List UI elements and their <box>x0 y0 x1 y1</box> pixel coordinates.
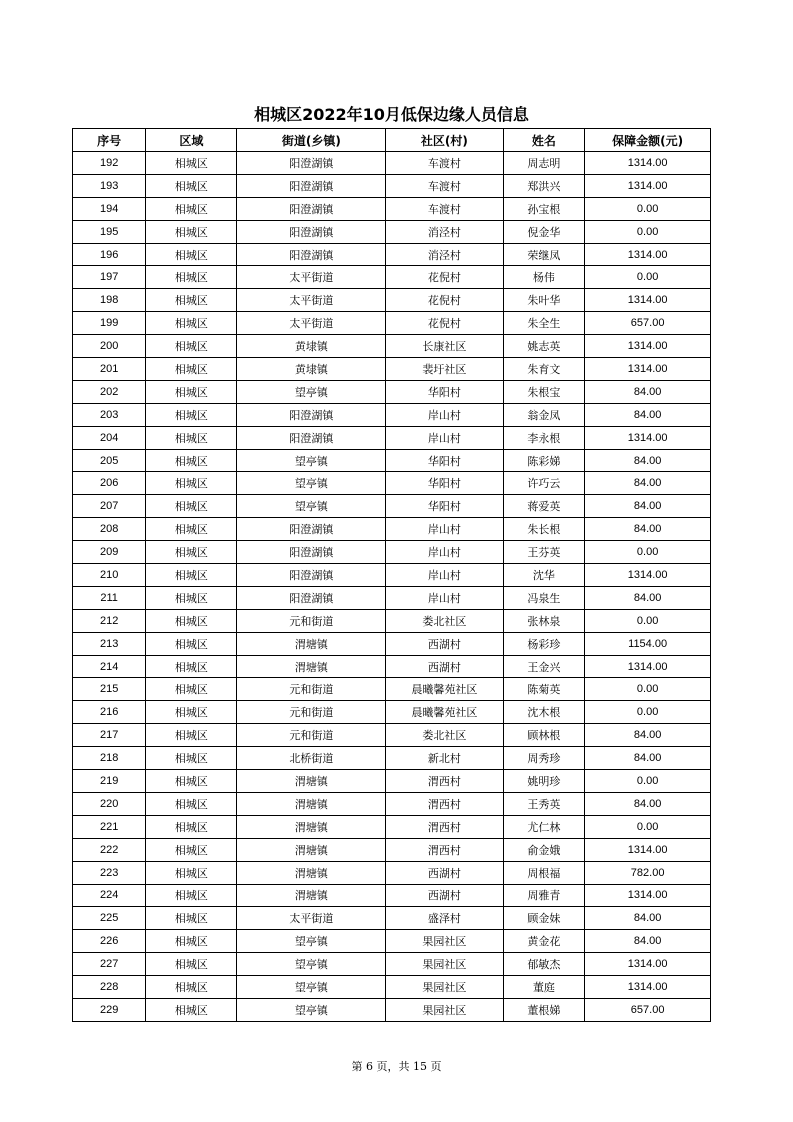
cell-district: 相城区 <box>146 564 237 587</box>
cell-community: 车渡村 <box>386 174 503 197</box>
table-row <box>73 174 711 197</box>
cell-name: 董庭 <box>503 976 585 999</box>
table-row <box>73 976 711 999</box>
cell-index: 229 <box>73 998 146 1021</box>
table-row <box>73 289 711 312</box>
cell-amount: 1314.00 <box>585 335 711 358</box>
page-title: 相城区2022年10月低保边缘人员信息 <box>254 105 529 124</box>
cell-street: 太平街道 <box>237 266 386 289</box>
table-row <box>73 243 711 266</box>
cell-community: 渭西村 <box>386 770 503 793</box>
cell-amount: 84.00 <box>585 449 711 472</box>
cell-name: 冯泉生 <box>503 586 585 609</box>
cell-district: 相城区 <box>146 289 237 312</box>
cell-name: 许巧云 <box>503 472 585 495</box>
cell-district: 相城区 <box>146 861 237 884</box>
cell-street: 阳澄湖镇 <box>237 564 386 587</box>
cell-index: 220 <box>73 792 146 815</box>
cell-street: 阳澄湖镇 <box>237 220 386 243</box>
table-row <box>73 472 711 495</box>
cell-name: 尤仁林 <box>503 815 585 838</box>
cell-street: 渭塘镇 <box>237 632 386 655</box>
cell-district: 相城区 <box>146 792 237 815</box>
cell-amount: 1314.00 <box>585 838 711 861</box>
cell-street: 阳澄湖镇 <box>237 152 386 175</box>
cell-index: 192 <box>73 152 146 175</box>
cell-index: 194 <box>73 197 146 220</box>
cell-district: 相城区 <box>146 884 237 907</box>
cell-index: 224 <box>73 884 146 907</box>
cell-district: 相城区 <box>146 724 237 747</box>
cell-name: 周根福 <box>503 861 585 884</box>
cell-street: 望亭镇 <box>237 976 386 999</box>
cell-amount: 1314.00 <box>585 289 711 312</box>
header-community: 社区(村) <box>386 129 503 152</box>
cell-amount: 657.00 <box>585 998 711 1021</box>
cell-index: 209 <box>73 541 146 564</box>
cell-index: 218 <box>73 747 146 770</box>
cell-district: 相城区 <box>146 426 237 449</box>
table-row <box>73 701 711 724</box>
cell-community: 车渡村 <box>386 152 503 175</box>
cell-district: 相城区 <box>146 220 237 243</box>
cell-amount: 1314.00 <box>585 564 711 587</box>
cell-street: 阳澄湖镇 <box>237 403 386 426</box>
cell-community: 新北村 <box>386 747 503 770</box>
cell-amount: 1314.00 <box>585 426 711 449</box>
cell-amount: 1314.00 <box>585 152 711 175</box>
cell-index: 222 <box>73 838 146 861</box>
cell-amount: 1314.00 <box>585 174 711 197</box>
cell-amount: 0.00 <box>585 815 711 838</box>
cell-community: 车渡村 <box>386 197 503 220</box>
cell-district: 相城区 <box>146 930 237 953</box>
table-body <box>73 152 711 1022</box>
cell-name: 郁敏杰 <box>503 953 585 976</box>
cell-amount: 0.00 <box>585 678 711 701</box>
cell-community: 果园社区 <box>386 953 503 976</box>
cell-street: 望亭镇 <box>237 998 386 1021</box>
cell-name: 张林泉 <box>503 609 585 632</box>
cell-street: 渭塘镇 <box>237 770 386 793</box>
table-row <box>73 220 711 243</box>
cell-index: 201 <box>73 358 146 381</box>
page-footer: 第 6 页，共 15 页 <box>351 1060 442 1073</box>
cell-community: 西湖村 <box>386 884 503 907</box>
cell-index: 225 <box>73 907 146 930</box>
cell-district: 相城区 <box>146 358 237 381</box>
cell-name: 顾金妹 <box>503 907 585 930</box>
cell-amount: 84.00 <box>585 518 711 541</box>
cell-name: 周雅青 <box>503 884 585 907</box>
cell-name: 朱长根 <box>503 518 585 541</box>
cell-amount: 1154.00 <box>585 632 711 655</box>
cell-amount: 0.00 <box>585 701 711 724</box>
header-district: 区域 <box>146 129 237 152</box>
cell-index: 195 <box>73 220 146 243</box>
cell-name: 王金兴 <box>503 655 585 678</box>
cell-community: 晨曦馨苑社区 <box>386 678 503 701</box>
cell-name: 蒋爱英 <box>503 495 585 518</box>
cell-name: 周秀珍 <box>503 747 585 770</box>
cell-amount: 84.00 <box>585 907 711 930</box>
cell-street: 元和街道 <box>237 609 386 632</box>
cell-district: 相城区 <box>146 701 237 724</box>
cell-amount: 84.00 <box>585 930 711 953</box>
cell-amount: 1314.00 <box>585 884 711 907</box>
cell-amount: 0.00 <box>585 609 711 632</box>
table-row <box>73 724 711 747</box>
cell-community: 娄北社区 <box>386 724 503 747</box>
table-row <box>73 747 711 770</box>
cell-district: 相城区 <box>146 449 237 472</box>
cell-community: 果园社区 <box>386 930 503 953</box>
cell-name: 荣继凤 <box>503 243 585 266</box>
cell-amount: 0.00 <box>585 266 711 289</box>
table-row <box>73 770 711 793</box>
cell-amount: 782.00 <box>585 861 711 884</box>
cell-index: 221 <box>73 815 146 838</box>
cell-community: 消泾村 <box>386 220 503 243</box>
cell-index: 197 <box>73 266 146 289</box>
cell-index: 205 <box>73 449 146 472</box>
cell-community: 长康社区 <box>386 335 503 358</box>
cell-district: 相城区 <box>146 380 237 403</box>
cell-amount: 657.00 <box>585 312 711 335</box>
cell-street: 太平街道 <box>237 312 386 335</box>
cell-name: 杨伟 <box>503 266 585 289</box>
table-row <box>73 907 711 930</box>
cell-index: 211 <box>73 586 146 609</box>
cell-district: 相城区 <box>146 243 237 266</box>
table-row <box>73 564 711 587</box>
table-row <box>73 609 711 632</box>
cell-community: 花倪村 <box>386 289 503 312</box>
table-row <box>73 358 711 381</box>
header-street: 街道(乡镇) <box>237 129 386 152</box>
cell-street: 元和街道 <box>237 724 386 747</box>
cell-district: 相城区 <box>146 815 237 838</box>
cell-index: 204 <box>73 426 146 449</box>
cell-community: 岸山村 <box>386 541 503 564</box>
cell-district: 相城区 <box>146 495 237 518</box>
cell-name: 翁金凤 <box>503 403 585 426</box>
cell-name: 郑洪兴 <box>503 174 585 197</box>
cell-index: 213 <box>73 632 146 655</box>
cell-name: 黄金花 <box>503 930 585 953</box>
cell-community: 岸山村 <box>386 403 503 426</box>
cell-name: 朱育文 <box>503 358 585 381</box>
table-row <box>73 403 711 426</box>
cell-index: 206 <box>73 472 146 495</box>
table-row <box>73 495 711 518</box>
cell-street: 阳澄湖镇 <box>237 586 386 609</box>
cell-community: 裴圩社区 <box>386 358 503 381</box>
cell-street: 望亭镇 <box>237 472 386 495</box>
cell-street: 望亭镇 <box>237 449 386 472</box>
cell-district: 相城区 <box>146 541 237 564</box>
cell-community: 华阳村 <box>386 380 503 403</box>
cell-name: 姚志英 <box>503 335 585 358</box>
table-row <box>73 884 711 907</box>
cell-district: 相城区 <box>146 998 237 1021</box>
cell-community: 华阳村 <box>386 495 503 518</box>
cell-street: 阳澄湖镇 <box>237 197 386 220</box>
table-row <box>73 861 711 884</box>
cell-community: 渭西村 <box>386 815 503 838</box>
table-row <box>73 449 711 472</box>
table-row <box>73 792 711 815</box>
cell-street: 黄埭镇 <box>237 358 386 381</box>
cell-community: 娄北社区 <box>386 609 503 632</box>
cell-district: 相城区 <box>146 335 237 358</box>
cell-street: 元和街道 <box>237 678 386 701</box>
cell-index: 216 <box>73 701 146 724</box>
header-amount: 保障金额(元) <box>585 129 711 152</box>
table-row <box>73 678 711 701</box>
cell-amount: 84.00 <box>585 724 711 747</box>
cell-community: 花倪村 <box>386 312 503 335</box>
cell-district: 相城区 <box>146 197 237 220</box>
cell-name: 姚明珍 <box>503 770 585 793</box>
cell-amount: 0.00 <box>585 197 711 220</box>
cell-community: 华阳村 <box>386 472 503 495</box>
cell-name: 杨彩珍 <box>503 632 585 655</box>
table-row <box>73 312 711 335</box>
cell-index: 228 <box>73 976 146 999</box>
cell-name: 王芬英 <box>503 541 585 564</box>
table-row <box>73 586 711 609</box>
cell-street: 太平街道 <box>237 289 386 312</box>
cell-community: 花倪村 <box>386 266 503 289</box>
cell-amount: 84.00 <box>585 747 711 770</box>
table-row <box>73 655 711 678</box>
cell-amount: 0.00 <box>585 770 711 793</box>
table-row <box>73 541 711 564</box>
cell-community: 渭西村 <box>386 792 503 815</box>
cell-street: 渭塘镇 <box>237 838 386 861</box>
table-row <box>73 518 711 541</box>
cell-name: 陈彩娣 <box>503 449 585 472</box>
table-row <box>73 152 711 175</box>
table-row <box>73 266 711 289</box>
cell-street: 渭塘镇 <box>237 792 386 815</box>
cell-index: 226 <box>73 930 146 953</box>
cell-name: 沈华 <box>503 564 585 587</box>
cell-index: 210 <box>73 564 146 587</box>
cell-street: 渭塘镇 <box>237 861 386 884</box>
cell-street: 望亭镇 <box>237 953 386 976</box>
table-row <box>73 380 711 403</box>
cell-index: 193 <box>73 174 146 197</box>
cell-name: 倪金华 <box>503 220 585 243</box>
cell-district: 相城区 <box>146 472 237 495</box>
cell-community: 华阳村 <box>386 449 503 472</box>
cell-amount: 84.00 <box>585 472 711 495</box>
cell-amount: 84.00 <box>585 380 711 403</box>
cell-name: 王秀英 <box>503 792 585 815</box>
cell-amount: 84.00 <box>585 403 711 426</box>
cell-index: 202 <box>73 380 146 403</box>
cell-street: 阳澄湖镇 <box>237 243 386 266</box>
cell-street: 阳澄湖镇 <box>237 518 386 541</box>
cell-street: 元和街道 <box>237 701 386 724</box>
cell-street: 阳澄湖镇 <box>237 541 386 564</box>
cell-amount: 84.00 <box>585 792 711 815</box>
cell-street: 渭塘镇 <box>237 884 386 907</box>
cell-street: 黄埭镇 <box>237 335 386 358</box>
cell-district: 相城区 <box>146 655 237 678</box>
cell-name: 朱叶华 <box>503 289 585 312</box>
cell-community: 晨曦馨苑社区 <box>386 701 503 724</box>
cell-community: 岸山村 <box>386 564 503 587</box>
cell-district: 相城区 <box>146 953 237 976</box>
cell-name: 朱全生 <box>503 312 585 335</box>
cell-district: 相城区 <box>146 976 237 999</box>
table-row <box>73 197 711 220</box>
table-row <box>73 953 711 976</box>
cell-district: 相城区 <box>146 152 237 175</box>
cell-community: 盛泽村 <box>386 907 503 930</box>
cell-name: 董根娣 <box>503 998 585 1021</box>
cell-index: 208 <box>73 518 146 541</box>
cell-name: 李永根 <box>503 426 585 449</box>
table-row <box>73 815 711 838</box>
cell-community: 果园社区 <box>386 998 503 1021</box>
cell-amount: 1314.00 <box>585 655 711 678</box>
cell-district: 相城区 <box>146 838 237 861</box>
cell-index: 198 <box>73 289 146 312</box>
cell-amount: 1314.00 <box>585 243 711 266</box>
cell-index: 207 <box>73 495 146 518</box>
cell-amount: 84.00 <box>585 495 711 518</box>
table-header-row <box>73 129 711 152</box>
cell-district: 相城区 <box>146 174 237 197</box>
cell-name: 沈木根 <box>503 701 585 724</box>
cell-name: 周志明 <box>503 152 585 175</box>
cell-district: 相城区 <box>146 747 237 770</box>
cell-name: 朱根宝 <box>503 380 585 403</box>
cell-community: 西湖村 <box>386 632 503 655</box>
cell-amount: 84.00 <box>585 586 711 609</box>
cell-amount: 1314.00 <box>585 358 711 381</box>
cell-street: 渭塘镇 <box>237 655 386 678</box>
cell-index: 214 <box>73 655 146 678</box>
cell-community: 岸山村 <box>386 426 503 449</box>
cell-index: 199 <box>73 312 146 335</box>
cell-amount: 0.00 <box>585 220 711 243</box>
cell-street: 太平街道 <box>237 907 386 930</box>
cell-district: 相城区 <box>146 907 237 930</box>
table-row <box>73 632 711 655</box>
cell-community: 消泾村 <box>386 243 503 266</box>
cell-amount: 0.00 <box>585 541 711 564</box>
cell-district: 相城区 <box>146 403 237 426</box>
cell-district: 相城区 <box>146 312 237 335</box>
cell-street: 渭塘镇 <box>237 815 386 838</box>
cell-community: 果园社区 <box>386 976 503 999</box>
cell-street: 望亭镇 <box>237 930 386 953</box>
cell-name: 俞金娥 <box>503 838 585 861</box>
cell-district: 相城区 <box>146 518 237 541</box>
cell-street: 阳澄湖镇 <box>237 426 386 449</box>
cell-street: 北桥街道 <box>237 747 386 770</box>
cell-district: 相城区 <box>146 586 237 609</box>
cell-index: 200 <box>73 335 146 358</box>
cell-district: 相城区 <box>146 266 237 289</box>
cell-name: 陈菊英 <box>503 678 585 701</box>
table-row <box>73 930 711 953</box>
cell-index: 212 <box>73 609 146 632</box>
cell-index: 203 <box>73 403 146 426</box>
cell-index: 219 <box>73 770 146 793</box>
cell-community: 西湖村 <box>386 655 503 678</box>
cell-district: 相城区 <box>146 609 237 632</box>
cell-district: 相城区 <box>146 632 237 655</box>
cell-district: 相城区 <box>146 678 237 701</box>
table-row <box>73 838 711 861</box>
cell-street: 望亭镇 <box>237 380 386 403</box>
cell-community: 岸山村 <box>386 518 503 541</box>
cell-name: 孙宝根 <box>503 197 585 220</box>
cell-index: 196 <box>73 243 146 266</box>
table-row <box>73 426 711 449</box>
cell-index: 215 <box>73 678 146 701</box>
data-table <box>72 128 711 1022</box>
cell-index: 223 <box>73 861 146 884</box>
cell-community: 渭西村 <box>386 838 503 861</box>
cell-name: 顾林根 <box>503 724 585 747</box>
table-row <box>73 998 711 1021</box>
header-index: 序号 <box>73 129 146 152</box>
cell-amount: 1314.00 <box>585 953 711 976</box>
table-row <box>73 335 711 358</box>
cell-index: 217 <box>73 724 146 747</box>
cell-amount: 1314.00 <box>585 976 711 999</box>
header-name: 姓名 <box>503 129 585 152</box>
cell-street: 望亭镇 <box>237 495 386 518</box>
cell-community: 西湖村 <box>386 861 503 884</box>
cell-index: 227 <box>73 953 146 976</box>
cell-street: 阳澄湖镇 <box>237 174 386 197</box>
cell-community: 岸山村 <box>386 586 503 609</box>
cell-district: 相城区 <box>146 770 237 793</box>
